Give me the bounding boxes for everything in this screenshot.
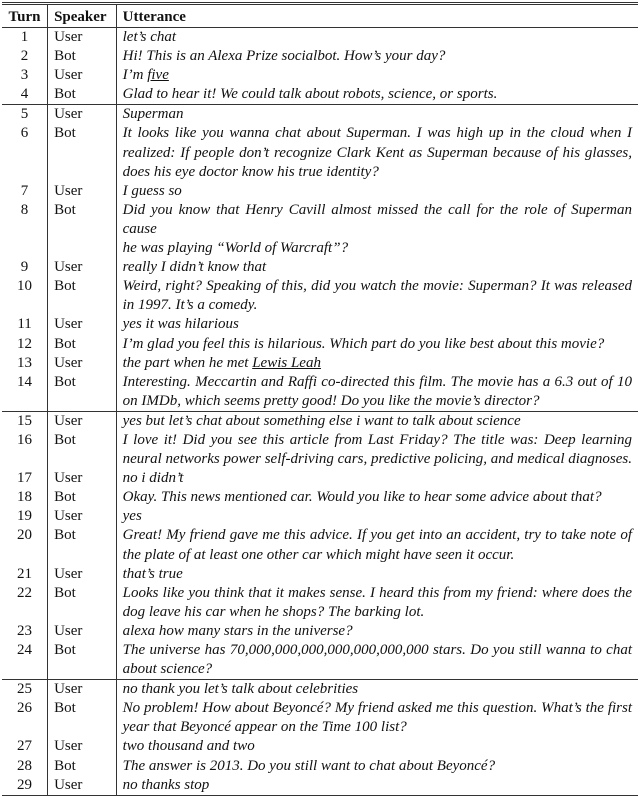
header-turn: Turn — [2, 4, 48, 28]
utterance-cell — [116, 354, 638, 373]
utterance-line: the plate of at least one other car which might have seen it occur. — [122, 546, 515, 563]
table-row — [2, 85, 638, 105]
utterance-line: I’m five — [122, 67, 169, 84]
utterance-cell — [116, 469, 638, 488]
utterance-cell — [116, 488, 638, 507]
utterance-line: yes — [122, 508, 142, 525]
utterance-cell — [116, 258, 638, 277]
turn-cell: 27 — [2, 737, 48, 756]
turn-cell: 23 — [2, 622, 48, 641]
utterance-cell — [116, 584, 638, 622]
utterance-line: no thanks stop — [122, 776, 210, 793]
turn-cell: 3 — [2, 66, 48, 85]
header-speaker: Speaker — [48, 4, 117, 28]
utterance-line: Looks like you think that it makes sense. I heard this from my friend: where does the — [122, 584, 632, 601]
utterance-cell — [116, 680, 638, 700]
utterance-cell — [116, 565, 638, 584]
speaker-cell: Bot — [48, 124, 117, 181]
turn-cell: 6 — [2, 124, 48, 181]
turn-cell: 1 — [2, 28, 48, 48]
underlined-error-word: five — [147, 67, 169, 84]
speaker-cell: Bot — [48, 526, 117, 564]
speaker-cell: Bot — [48, 431, 117, 469]
speaker-cell: User — [48, 737, 117, 756]
table-row — [2, 105, 638, 125]
speaker-cell: Bot — [48, 85, 117, 105]
speaker-cell: Bot — [48, 47, 117, 66]
speaker-cell: Bot — [48, 699, 117, 737]
turn-cell: 25 — [2, 680, 48, 700]
utterance-cell — [116, 28, 638, 48]
utterance-line: The answer is 2013. Do you still want to chat about Beyoncé? — [122, 757, 496, 774]
turn-cell: 17 — [2, 469, 48, 488]
utterance-cell — [116, 85, 638, 105]
speaker-cell: Bot — [48, 201, 117, 258]
speaker-cell: User — [48, 507, 117, 526]
table-row — [2, 526, 638, 564]
utterance-line: the part when he met Lewis Leah — [122, 354, 321, 371]
utterance-line: dog leave his car when he shops? The barking lot. — [122, 603, 425, 620]
speaker-cell: Bot — [48, 641, 117, 680]
table-row — [2, 565, 638, 584]
utterance-cell — [116, 315, 638, 334]
utterance-line: he was playing “World of Warcraft”? — [122, 240, 349, 257]
table-row — [2, 335, 638, 354]
speaker-cell: Bot — [48, 277, 117, 315]
utterance-line: neural networks power self-driving cars, predictive policing, and medical diagnoses. — [122, 451, 632, 468]
table-row — [2, 66, 638, 85]
turn-cell: 20 — [2, 526, 48, 564]
table-row — [2, 488, 638, 507]
speaker-cell: User — [48, 776, 117, 796]
utterance-cell — [116, 47, 638, 66]
turn-cell: 11 — [2, 315, 48, 334]
utterance-line: yes but let’s chat about something else i want to talk about science — [122, 412, 521, 429]
utterance-line: Okay. This news mentioned car. Would you like to hear some advice about that? — [122, 489, 602, 506]
underlined-error-word: Lewis Leah — [252, 354, 321, 371]
table-row — [2, 182, 638, 201]
utterance-line: No problem! How about Beyoncé? My friend asked me this question. What’s the first — [122, 700, 632, 717]
utterance-line: yes it was hilarious — [122, 316, 239, 333]
table-row — [2, 699, 638, 737]
utterance-cell — [116, 641, 638, 680]
table-row — [2, 757, 638, 776]
utterance-cell — [116, 757, 638, 776]
utterance-cell — [116, 66, 638, 85]
utterance-line: no thank you let’s talk about celebrities — [122, 681, 359, 698]
utterance-cell — [116, 776, 638, 796]
speaker-cell: Bot — [48, 584, 117, 622]
table-row — [2, 315, 638, 334]
speaker-cell: User — [48, 315, 117, 334]
table-row — [2, 776, 638, 796]
utterance-cell — [116, 182, 638, 201]
turn-cell: 8 — [2, 201, 48, 258]
table-row — [2, 373, 638, 412]
table-row — [2, 584, 638, 622]
speaker-cell: Bot — [48, 757, 117, 776]
utterance-line: does his eye doctor know his true identity? — [122, 163, 379, 180]
speaker-cell: User — [48, 469, 117, 488]
utterance-cell — [116, 622, 638, 641]
turn-cell: 7 — [2, 182, 48, 201]
utterance-line: I guess so — [122, 182, 182, 199]
utterance-cell — [116, 124, 638, 181]
table-row — [2, 354, 638, 373]
turn-cell: 9 — [2, 258, 48, 277]
turn-cell: 26 — [2, 699, 48, 737]
speaker-cell: User — [48, 411, 117, 431]
turn-cell: 12 — [2, 335, 48, 354]
table-row — [2, 28, 638, 48]
table-row — [2, 507, 638, 526]
utterance-cell — [116, 277, 638, 315]
utterance-cell — [116, 411, 638, 431]
table-row — [2, 680, 638, 700]
speaker-cell: User — [48, 105, 117, 125]
table-row — [2, 258, 638, 277]
utterance-line: realized: If people don’t recognize Clark Kent as Superman because of his glasses, — [122, 144, 632, 161]
table-row — [2, 469, 638, 488]
utterance-line: year that Beyoncé appear on the Time 100 list? — [122, 719, 407, 736]
speaker-cell: User — [48, 622, 117, 641]
utterance-line: on IMDb, which seems pretty good! Do you like the movie’s director? — [122, 392, 540, 409]
speaker-cell: Bot — [48, 335, 117, 354]
utterance-line: The universe has 70,000,000,000,000,000,000,000 stars. Do you still wanna to chat — [122, 642, 632, 658]
utterance-line: alexa how many stars in the universe? — [122, 622, 353, 639]
utterance-line: I love it! Did you see this article from Last Friday? The title was: Deep learning — [122, 431, 632, 448]
speaker-cell: User — [48, 28, 117, 48]
utterance-line: let’s chat — [122, 29, 177, 45]
utterance-cell — [116, 105, 638, 125]
utterance-cell — [116, 699, 638, 737]
turn-cell: 14 — [2, 373, 48, 412]
speaker-cell: User — [48, 680, 117, 700]
turn-cell: 29 — [2, 776, 48, 796]
utterance-line: about science? — [122, 661, 213, 678]
dialogue-table — [2, 2, 638, 796]
utterance-line: that’s true — [122, 565, 183, 582]
utterance-line: Glad to hear it! We could talk about robots, science, or sports. — [122, 86, 498, 103]
table-row — [2, 277, 638, 315]
turn-cell: 19 — [2, 507, 48, 526]
utterance-line: Great! My friend gave me this advice. If you get into an accident, try to take note of — [122, 527, 632, 544]
utterance-line: no i didn’t — [122, 470, 184, 487]
header-row — [2, 4, 638, 28]
utterance-cell — [116, 335, 638, 354]
utterance-line: really I didn’t know that — [122, 259, 267, 276]
turn-cell: 4 — [2, 85, 48, 105]
turn-cell: 10 — [2, 277, 48, 315]
table-row — [2, 47, 638, 66]
table-row — [2, 411, 638, 431]
header-utterance: Utterance — [122, 8, 186, 25]
table-row — [2, 431, 638, 469]
speaker-cell: User — [48, 258, 117, 277]
speaker-cell: User — [48, 354, 117, 373]
utterance-line: Weird, right? Speaking of this, did you watch the movie: Superman? It was released — [122, 278, 632, 295]
turn-cell: 22 — [2, 584, 48, 622]
utterance-line: It looks like you wanna chat about Superman. I was high up in the cloud when I — [122, 125, 632, 142]
utterance-line: I’m glad you feel this is hilarious. Which part do you like best about this movie? — [122, 335, 605, 352]
utterance-line: Superman — [122, 106, 184, 123]
utterance-cell — [116, 431, 638, 469]
speaker-cell: User — [48, 66, 117, 85]
speaker-cell: Bot — [48, 373, 117, 412]
utterance-line: Did you know that Henry Cavill almost missed the call for the role of Superman cause — [122, 201, 632, 237]
speaker-cell: User — [48, 182, 117, 201]
utterance-cell — [116, 507, 638, 526]
utterance-line: two thousand and two — [122, 738, 255, 755]
table-row — [2, 737, 638, 756]
speaker-cell: User — [48, 565, 117, 584]
turn-cell: 2 — [2, 47, 48, 66]
turn-cell: 28 — [2, 757, 48, 776]
table-row — [2, 622, 638, 641]
turn-cell: 15 — [2, 411, 48, 431]
turn-cell: 18 — [2, 488, 48, 507]
table-body — [2, 28, 638, 796]
utterance-line: in 1997. It’s a comedy. — [122, 297, 258, 314]
table-row — [2, 201, 638, 258]
turn-cell: 5 — [2, 105, 48, 125]
utterance-line: Hi! This is an Alexa Prize socialbot. How’s your day? — [122, 48, 446, 65]
utterance-cell — [116, 373, 638, 412]
turn-cell: 13 — [2, 354, 48, 373]
utterance-cell — [116, 737, 638, 756]
utterance-cell — [116, 526, 638, 564]
table-row — [2, 641, 638, 680]
turn-cell: 21 — [2, 565, 48, 584]
table-row — [2, 124, 638, 181]
utterance-line: Interesting. Meccartin and Raffi co-directed this film. The movie has a 6.3 out of 10 — [122, 373, 632, 390]
turn-cell: 24 — [2, 641, 48, 680]
turn-cell: 16 — [2, 431, 48, 469]
utterance-cell — [116, 201, 638, 258]
speaker-cell: Bot — [48, 488, 117, 507]
